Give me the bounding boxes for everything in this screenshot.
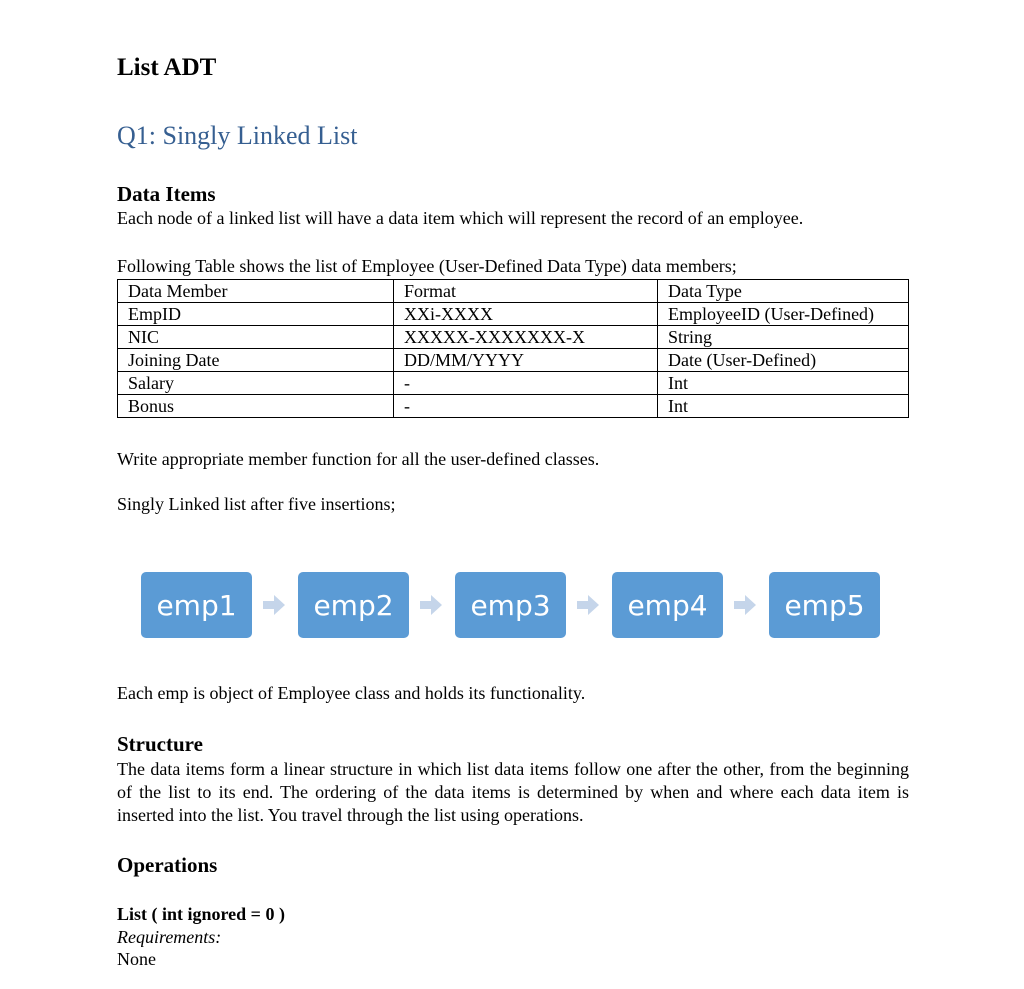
linked-list-diagram: [141, 572, 905, 638]
insertions-note: Singly Linked list after five insertions;: [117, 494, 396, 514]
list-node-emp4: emp4: [612, 572, 723, 638]
arrow-right-icon: [577, 595, 599, 615]
table-row: [118, 326, 909, 349]
list-node-emp2: emp2: [298, 572, 409, 638]
table-row: [118, 303, 909, 326]
list-node-emp3: emp3: [455, 572, 566, 638]
emp-note: Each emp is object of Employee class and holds its functionality.: [117, 683, 586, 703]
table-cell: Joining Date: [118, 349, 394, 372]
requirements-value: None: [117, 949, 156, 969]
employee-members-table: [117, 279, 909, 418]
table-cell: -: [394, 395, 658, 418]
table-cell: NIC: [118, 326, 394, 349]
table-row: [118, 372, 909, 395]
operation-signature: List ( int ignored = 0 ): [117, 904, 285, 924]
table-cell: XXi-XXXX: [394, 303, 658, 326]
list-node-emp5: emp5: [769, 572, 880, 638]
table-row: [118, 395, 909, 418]
table-header-cell: Data Member: [118, 280, 394, 303]
table-cell: Int: [658, 372, 909, 395]
table-intro: Following Table shows the list of Employee (User-Defined Data Type) data members;: [117, 256, 737, 276]
question-heading: Q1: Singly Linked List: [117, 121, 358, 150]
table-cell: Salary: [118, 372, 394, 395]
data-items-text: Each node of a linked list will have a data item which will represent the record of an employee.: [117, 208, 804, 228]
table-row: [118, 349, 909, 372]
member-function-note: Write appropriate member function for all the user-defined classes.: [117, 449, 600, 469]
table-cell: Bonus: [118, 395, 394, 418]
table-cell: XXXXX-XXXXXXX-X: [394, 326, 658, 349]
table-header-cell: Format: [394, 280, 658, 303]
table-cell: String: [658, 326, 909, 349]
arrow-right-icon: [420, 595, 442, 615]
list-node-emp1: emp1: [141, 572, 252, 638]
structure-heading: Structure: [117, 732, 203, 756]
table-header-cell: Data Type: [658, 280, 909, 303]
structure-text: The data items form a linear structure in which list data items follow one after the other, from the beginning of the list to its end. The ordering of the data items is determined by when and where each data item is inserted into the list. You travel through the list using operations.: [117, 759, 909, 825]
table-header-row: [118, 280, 909, 303]
table-cell: EmpID: [118, 303, 394, 326]
arrow-right-icon: [734, 595, 756, 615]
document-title: List ADT: [117, 54, 217, 81]
table-cell: Date (User-Defined): [658, 349, 909, 372]
table-cell: EmployeeID (User-Defined): [658, 303, 909, 326]
requirements-label: Requirements:: [117, 927, 222, 947]
table-cell: Int: [658, 395, 909, 418]
data-items-heading: Data Items: [117, 182, 216, 206]
table-cell: DD/MM/YYYY: [394, 349, 658, 372]
arrow-right-icon: [263, 595, 285, 615]
table-cell: -: [394, 372, 658, 395]
operations-heading: Operations: [117, 853, 218, 877]
